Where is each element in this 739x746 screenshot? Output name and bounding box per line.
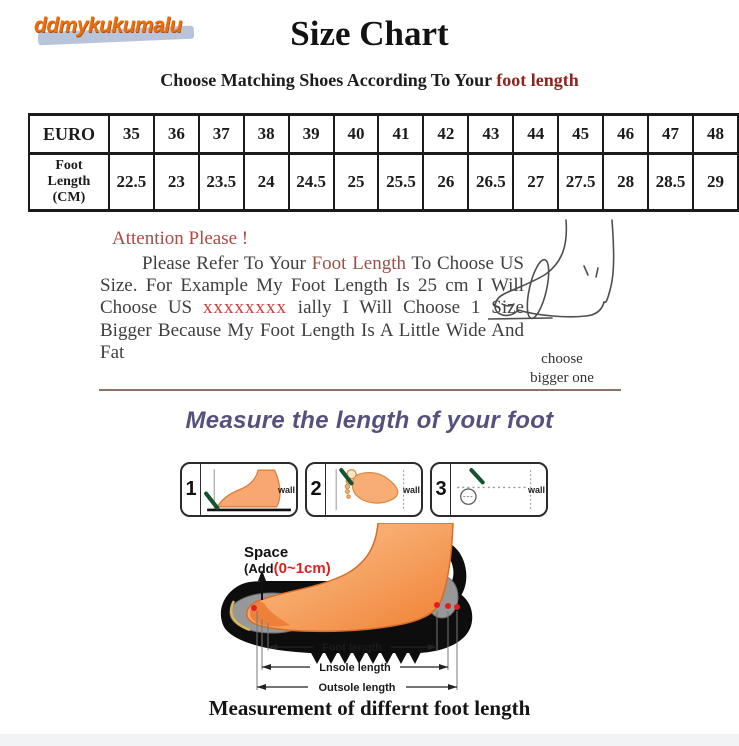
foot-length-cell: 24.5 (289, 154, 334, 211)
wall-label: wall (402, 484, 420, 495)
subtitle (0, 70, 739, 91)
step-illustration (201, 464, 296, 515)
foot-length-cell: 27 (513, 154, 558, 211)
attention-foot-length-text: Foot Length (311, 253, 407, 274)
foot-side-outline-icon (488, 218, 658, 348)
dim-label-outsole-length: Outsole length (318, 682, 396, 694)
subtitle-highlight: foot length (496, 70, 579, 90)
foot-length-row (29, 154, 738, 211)
measure-heading: Measure the length of your foot (185, 407, 554, 434)
attention-text: ially I Will Choose 1 Size Bigger Because My Foot Length Is A Little Wide And Fat (100, 297, 524, 363)
row-header-line: (CM) (52, 189, 86, 205)
euro-size-cell: 43 (468, 115, 513, 154)
step-illustration (451, 464, 546, 515)
step-number: 1 (182, 464, 201, 515)
row-header-line: Length (47, 174, 91, 190)
euro-size-cell: 44 (513, 115, 558, 154)
foot-length-cell: 29 (693, 154, 738, 211)
measure-step-3 (430, 462, 548, 517)
foot-length-cell: 25.5 (378, 154, 423, 211)
attention-text: Please Refer To Your (142, 253, 312, 274)
subtitle-prefix: Choose Matching Shoes According To Your (160, 70, 497, 90)
step-number: 3 (432, 464, 451, 515)
space-label-line1: Space (244, 544, 289, 561)
choose-bigger-note (492, 350, 632, 388)
bottom-caption: Measurement of differnt foot length (208, 696, 531, 720)
measure-steps (180, 462, 548, 517)
attention-heading: Attention Please ! (112, 228, 249, 249)
euro-size-cell: 38 (244, 115, 289, 154)
choose-note-line: choose (541, 351, 583, 367)
foot-length-cell: 27.5 (558, 154, 603, 211)
foot-length-cell: 23 (154, 154, 199, 211)
measure-step-2 (305, 462, 423, 517)
row-header-line: Foot (55, 158, 83, 174)
store-logo-text: ddmykukumalu (34, 14, 183, 37)
euro-size-cell: 47 (648, 115, 693, 154)
space-label (244, 545, 331, 577)
space-label-line2 (244, 561, 331, 577)
choose-note-line: bigger one (530, 369, 594, 386)
page-title: Size Chart (290, 14, 449, 53)
shoe-measurement-figure (210, 523, 590, 695)
euro-row-header: EURO (29, 115, 109, 154)
attention-paragraph (100, 253, 524, 364)
wall-label: wall (527, 484, 545, 495)
euro-size-cell: 48 (693, 115, 738, 154)
euro-size-cell: 37 (199, 115, 244, 154)
space-label-range: (0~1cm) (273, 559, 331, 577)
euro-size-cell: 39 (289, 115, 334, 154)
foot-length-cell: 26 (423, 154, 468, 211)
foot-length-cell: 28.5 (648, 154, 693, 211)
foot-length-cell: 23.5 (199, 154, 244, 211)
euro-row (29, 115, 738, 154)
foot-length-cell: 25 (334, 154, 379, 211)
foot-length-cell: 24 (244, 154, 289, 211)
euro-size-cell: 36 (154, 115, 199, 154)
euro-size-cell: 41 (378, 115, 423, 154)
dim-label-insole-length: Lnsole length (319, 662, 391, 674)
attention-crossed-text: xxxxxxxx (202, 297, 287, 319)
step-illustration (326, 464, 421, 515)
space-label-add: (Add (244, 560, 274, 576)
euro-size-cell: 46 (603, 115, 648, 154)
euro-size-cell: 35 (109, 115, 154, 154)
attention-block (100, 228, 524, 364)
foot-length-cell: 28 (603, 154, 648, 211)
euro-size-cell: 40 (334, 115, 379, 154)
size-table (28, 113, 739, 212)
foot-length-row-header (29, 154, 109, 211)
foot-length-cell: 22.5 (109, 154, 154, 211)
attention-text: To Choose US Size. For Example My Foot Length Is 25 cm I Will Choose US (100, 253, 524, 319)
euro-size-cell: 45 (558, 115, 603, 154)
dim-label-foot-length: Foot length (322, 642, 382, 654)
euro-size-cell: 42 (423, 115, 468, 154)
step-number: 2 (307, 464, 326, 515)
measure-step-1 (180, 462, 298, 517)
section-divider (99, 389, 621, 391)
foot-length-cell: 26.5 (468, 154, 513, 211)
footer-strip (0, 734, 739, 746)
wall-label: wall (277, 484, 295, 495)
